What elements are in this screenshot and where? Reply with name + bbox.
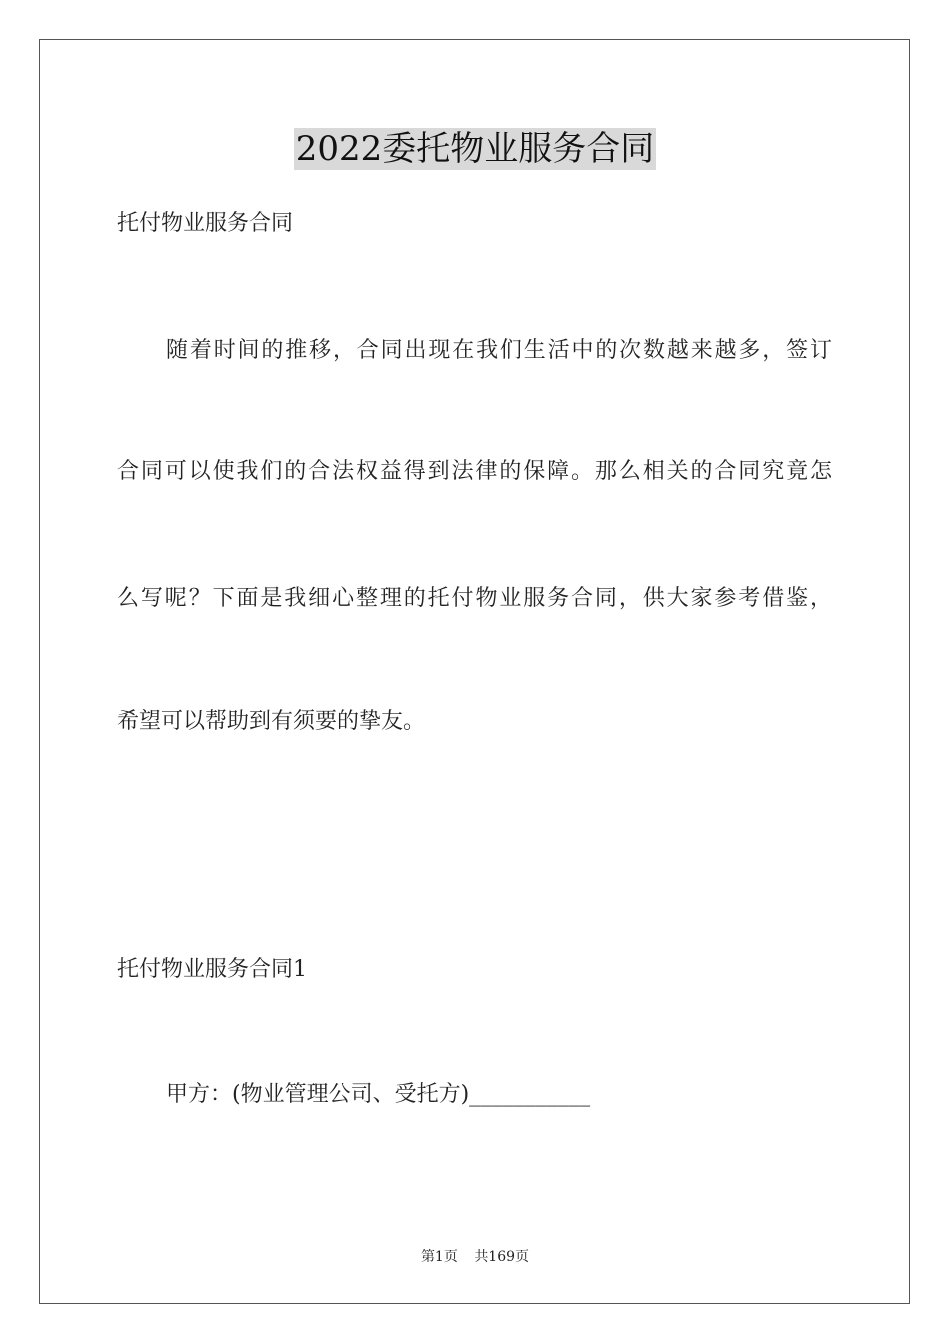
intro-line-1: 随着时间的推移，合同出现在我们生活中的次数越来越多，签订: [166, 338, 832, 363]
title-container: [0, 128, 950, 170]
page-footer: [0, 1247, 950, 1267]
document-title: 2022委托物业服务合同: [295, 129, 655, 169]
intro-line-2: 合同可以使我们的合法权益得到法律的保障。那么相关的合同究竟怎: [117, 459, 832, 484]
party-a-line: 甲方：(物业管理公司、受托方)___________: [166, 1082, 591, 1107]
document-subtitle: 托付物业服务合同: [117, 211, 294, 236]
section-heading: 托付物业服务合同1: [117, 957, 307, 982]
intro-line-4: 希望可以帮助到有须要的挚友。: [117, 709, 426, 734]
intro-line-3: 么写呢？下面是我细心整理的托付物业服务合同，供大家参考借鉴，: [117, 586, 832, 611]
page-number-current: 第1页: [420, 1249, 458, 1265]
page-number-total: 共169页: [474, 1249, 530, 1265]
